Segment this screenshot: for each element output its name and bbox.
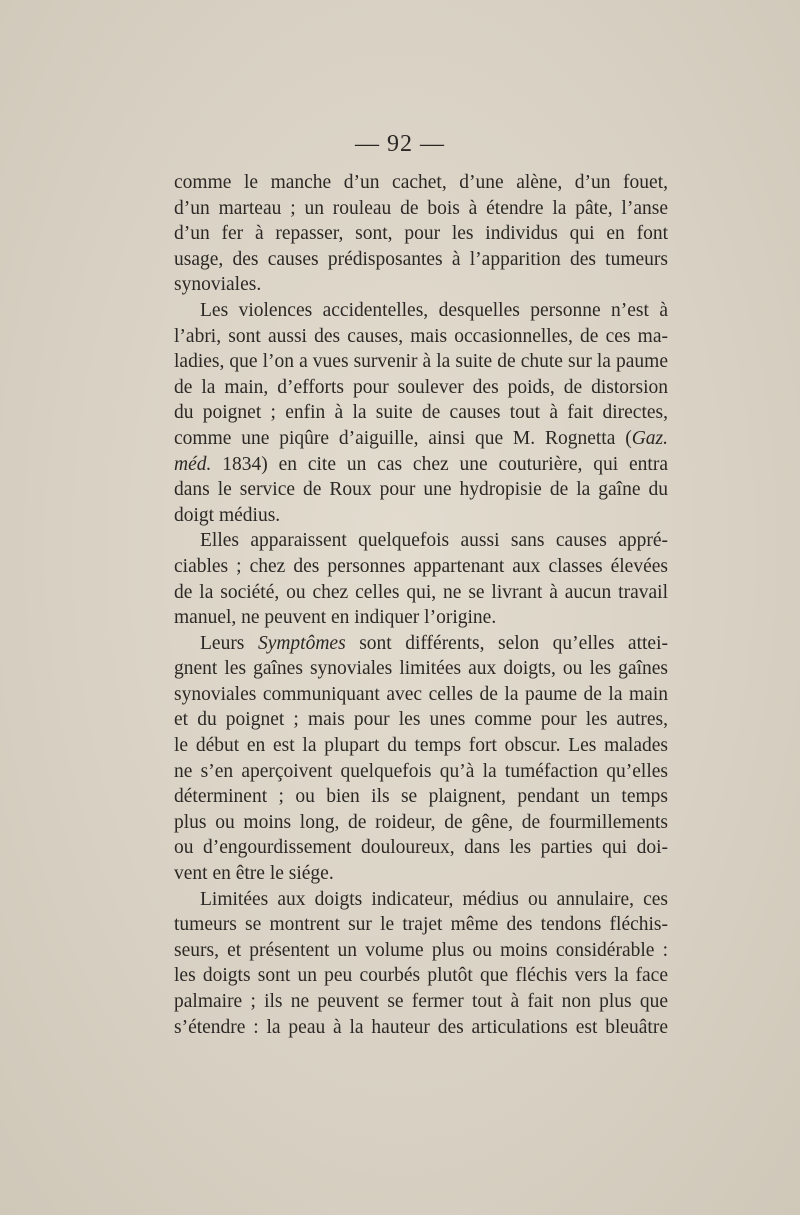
text-line: l’abri, sont aussi des causes, mais occasionnelles, de ces ma- xyxy=(174,325,668,347)
text-line: seurs, et présentent un volume plus ou moins considérable : xyxy=(174,939,668,961)
text-line: les doigts sont un peu courbés plutôt que fléchis vers la face xyxy=(174,965,668,987)
text-line: comme le manche d’un cachet, d’une alène, d’un fouet, xyxy=(174,172,668,193)
text-line: ciables ; chez des personnes appartenant aux classes élevées xyxy=(174,555,668,577)
body-text xyxy=(174,170,668,1040)
text-line: ladies, que l’on a vues survenir à la suite de chute sur la paume xyxy=(174,351,668,373)
text-line: Leurs Symptômes sont différents, selon qu’elles attei- xyxy=(200,632,668,654)
paragraph-5 xyxy=(174,887,668,1041)
text-line: doigt médius. xyxy=(174,504,281,526)
text-line: et du poignet ; mais pour les unes comme pour les autres, xyxy=(174,709,668,731)
paragraph-1 xyxy=(174,170,668,298)
text-line: comme une piqûre d’aiguille, ainsi que M. Rognetta (Gaz. xyxy=(174,427,668,449)
text-line: Limitées aux doigts indicateur, médius ou annulaire, ces xyxy=(200,888,668,910)
text-line: de la société, ou chez celles qui, ne se livrant à aucun travail xyxy=(174,581,668,603)
text-line: manuel, ne peuvent en indiquer l’origine. xyxy=(174,607,497,629)
text-line: de la main, d’efforts pour soulever des poids, de distorsion xyxy=(174,376,668,398)
text-line: palmaire ; ils ne peuvent se fermer tout à fait non plus que xyxy=(174,991,668,1012)
text-line: dans le service de Roux pour une hydropisie de la gaîne du xyxy=(174,479,668,501)
page-number: — 92 — xyxy=(355,131,445,157)
text-line: d’un marteau ; un rouleau de bois à étendre la pâte, l’anse xyxy=(174,197,668,219)
text-line: vent en être le siége. xyxy=(174,863,334,885)
text-line: du poignet ; enfin à la suite de causes tout à fait directes, xyxy=(174,402,668,424)
text-line: usage, des causes prédisposantes à l’apparition des tumeurs xyxy=(174,248,668,270)
text-line: ou d’engourdissement douloureux, dans les parties qui doi- xyxy=(174,837,668,859)
paragraph-4 xyxy=(174,631,668,887)
text-line: s’étendre : la peau à la hauteur des articulations est bleuâtre xyxy=(174,1016,668,1038)
text-line: ne s’en aperçoivent quelquefois qu’à la tuméfaction qu’elles xyxy=(174,760,668,782)
text-line: le début en est la plupart du temps fort obscur. Les malades xyxy=(174,735,668,757)
text-line: synoviales communiquant avec celles de la paume de la main xyxy=(174,683,668,705)
paragraph-2 xyxy=(174,298,668,528)
text-line: déterminent ; ou bien ils se plaignent, pendant un temps xyxy=(174,786,668,808)
text-line: plus ou moins long, de roideur, de gêne, de fourmillements xyxy=(174,811,668,833)
text-line: synoviales. xyxy=(174,274,262,296)
text-line: d’un fer à repasser, sont, pour les individus qui en font xyxy=(174,223,668,245)
text-line: Elles apparaissent quelquefois aussi sans causes appré- xyxy=(200,530,668,552)
text-line: tumeurs se montrent sur le trajet même des tendons fléchis- xyxy=(174,914,668,936)
text-line: gnent les gaînes synoviales limitées aux doigts, ou les gaînes xyxy=(174,658,668,680)
text-line: méd. 1834) en cite un cas chez une couturière, qui entra xyxy=(174,453,668,475)
paragraph-3 xyxy=(174,528,668,630)
text-line: Les violences accidentelles, desquelles personne n’est à xyxy=(200,299,668,321)
